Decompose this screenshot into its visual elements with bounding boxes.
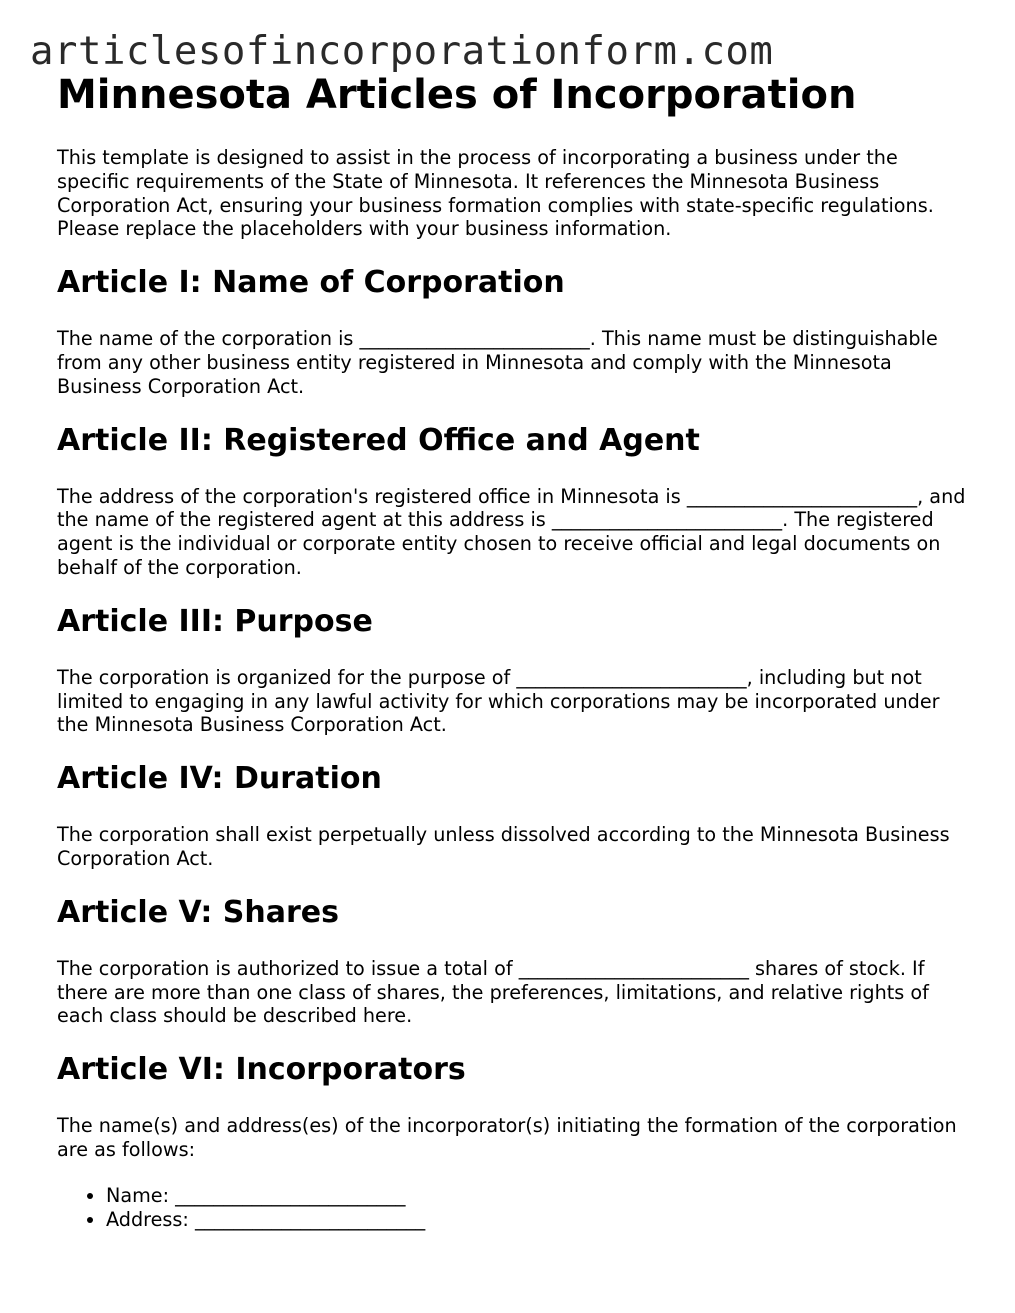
section-text: The corporation is organized for the purpose of ________________________, including but not limited to engaging in any lawful activity for which corporations may be incorporated under the Minnesota Business Corporation Act.: [57, 665, 940, 737]
section-text: The name(s) and address(es) of the incorporator(s) initiating the formation of the corporation are as follows:: [57, 1114, 957, 1161]
page-title: Minnesota Articles of Incorporation: [57, 72, 857, 118]
incorporator-list: [57, 1184, 967, 1232]
section-article-3: [57, 604, 967, 737]
list-item-address: • Address: ________________________: [106, 1208, 967, 1232]
section-heading: Article II: Registered Office and Agent: [57, 422, 700, 458]
section-article-4: [57, 761, 967, 871]
intro-paragraph: This template is designed to assist in the process of incorporating a business under the specific requirements of the State of Minnesota. It references the Minnesota Business Corporation Act, ensuring your business formation complies with state-specific regulations. Please replace the placeholders with your business information.: [57, 146, 934, 241]
watermark: articlesofincorporationform.com: [30, 29, 774, 74]
section-article-1: [57, 265, 967, 398]
section-heading: Article V: Shares: [57, 894, 340, 930]
section-article-2: [57, 423, 967, 580]
section-heading: Article I: Name of Corporation: [57, 265, 565, 301]
section-heading: Article III: Purpose: [57, 603, 373, 639]
section-article-6: [57, 1052, 967, 1231]
document-page: [57, 70, 967, 1231]
section-text: The address of the corporation's registered office in Minnesota is ________________________, and the name of the registered agent at this address is ________________________. The registered agent is the individual or corporate entity chosen to receive official and legal documents on behalf of the corporation.: [57, 484, 966, 579]
list-item-name: • Name: ________________________: [106, 1184, 967, 1208]
section-heading: Article IV: Duration: [57, 761, 382, 797]
section-text: The name of the corporation is ________________________. This name must be distinguishable from any other business entity registered in Minnesota and comply with the Minnesota Business Corporation Act.: [57, 327, 938, 398]
section-text: The corporation shall exist perpetually unless dissolved according to the Minnesota Business Corporation Act.: [57, 823, 950, 870]
section-article-5: [57, 895, 967, 1028]
section-text: The corporation is authorized to issue a total of ________________________ shares of stock. If there are more than one class of shares, the preferences, limitations, and relative rights of each class should be described here.: [57, 956, 929, 1028]
section-heading: Article VI: Incorporators: [57, 1052, 466, 1088]
